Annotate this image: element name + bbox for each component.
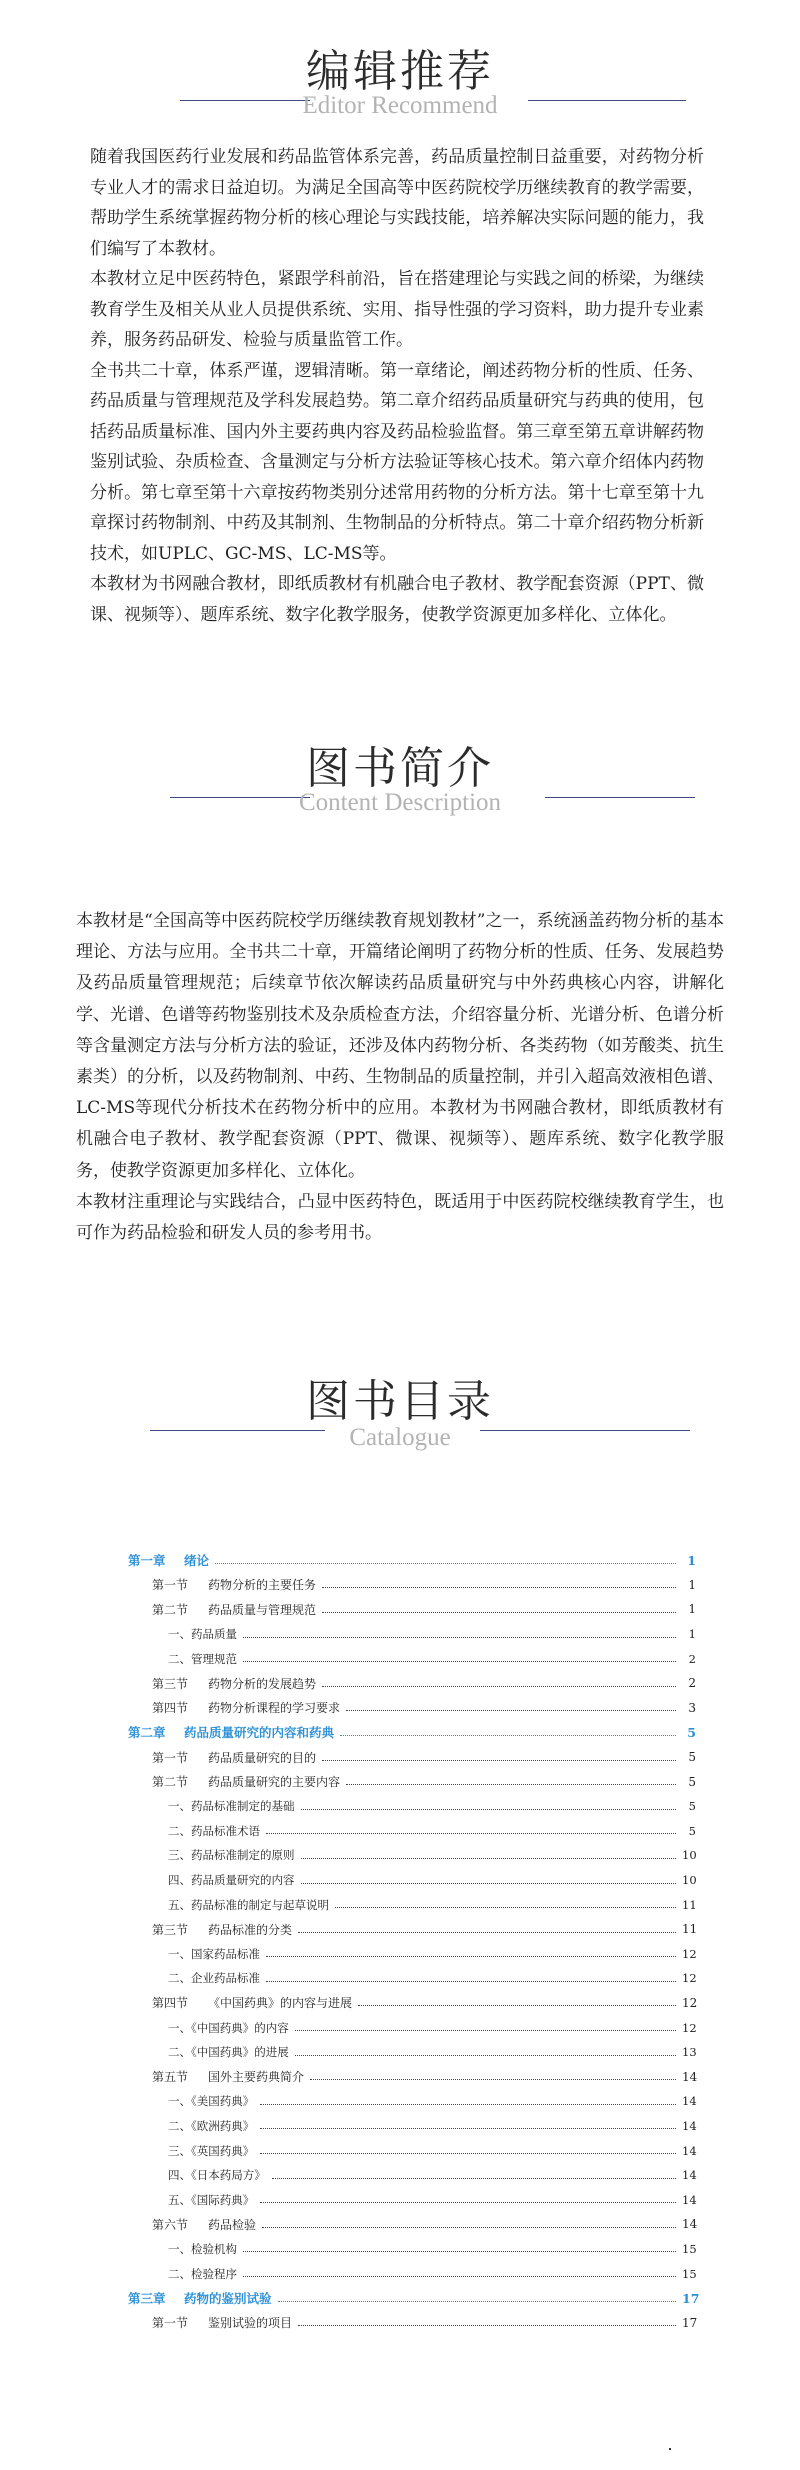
toc-item-row [128,2040,696,2065]
toc-item-row [128,1942,696,1967]
toc-title: 四、药品质量研究的内容 [168,1873,295,1888]
toc-item-row [128,1843,696,1868]
toc-title: 药品质量研究的主要内容 [208,1775,341,1790]
page-dot [669,2448,671,2450]
table-of-contents [128,1548,700,2335]
toc-number: 第一节 [152,1750,189,1765]
toc-item-row [128,1892,696,1917]
toc-page-number: 5 [688,1799,696,1814]
toc-page-number: 5 [688,1774,696,1789]
toc-leader-dots [262,2227,676,2228]
toc-leader-dots [260,2202,676,2203]
toc-page-number: 12 [682,1995,698,2010]
toc-leader-dots [358,2005,676,2006]
toc-section-row [128,2212,696,2237]
toc-leader-dots [260,2128,676,2129]
toc-leader-dots [266,1956,676,1957]
toc-leader-dots [346,1784,676,1785]
toc-page-number: 14 [682,2118,697,2133]
toc-leader-dots [243,2251,676,2252]
toc-leader-dots [278,2301,676,2302]
toc-title: 药物的鉴别试验 [184,2291,272,2307]
toc-title: 绪论 [184,1553,210,1569]
toc-title: 二、《中国药典》的进展 [168,2045,289,2060]
toc-leader-dots [243,1637,676,1638]
toc-title: 药品质量研究的内容和药典 [184,1725,335,1741]
toc-section-row [128,1671,696,1696]
toc-leader-dots [243,1661,676,1662]
toc-number: 第二章 [128,1725,166,1741]
toc-title: 《中国药典》的内容与进展 [208,1996,353,2011]
description-paragraph-2: 本教材注重理论与实践结合，凸显中医药特色，既适用于中医药院校继续教育学生，也可作为药品检验和研发人员的参考用书。 [76,1191,724,1244]
recommend-paragraph-2: 本教材立足中医药特色，紧跟学科前沿，旨在搭建理论与实践之间的桥梁，为继续教育学生及相关从业人员提供系统、实用、指导性强的学习资料，助力提升专业素养，服务药品研发、检验与质量监管工作。 [90,269,704,350]
toc-page-number: 1 [688,1577,696,1592]
toc-title: 一、《美国药典》 [168,2094,255,2109]
toc-leader-dots [266,1981,676,1982]
toc-title: 二、《欧洲药典》 [168,2118,255,2133]
toc-page-number: 2 [688,1651,696,1666]
recommend-paragraph-1: 随着我国医药行业发展和药品监管体系完善，药品质量控制日益重要，对药物分析专业人才的需求日益迫切。为满足全国高等中医药院校学历继续教育的教学需要，帮助学生系统掌握药物分析的核心理论与实践技能，培养解决实际问题的能力，我们编写了本教材。 [90,147,704,259]
description-title: 图书简介 [306,743,494,794]
toc-chapter-row [128,1548,696,1573]
toc-section-row [128,1745,696,1770]
toc-title: 药品标准的分类 [208,1922,293,1937]
toc-title: 一、药品质量 [168,1627,237,1642]
toc-title: 二、企业药品标准 [168,1971,260,1986]
toc-number: 第一章 [128,1553,166,1569]
toc-item-row [128,2187,696,2212]
toc-title: 鉴别试验的项目 [208,2316,293,2331]
toc-leader-dots [322,1760,676,1761]
toc-number: 第三章 [128,2291,166,2307]
toc-page-number: 11 [682,1922,698,1937]
toc-section-row [128,1769,696,1794]
description-subtitle: Content Description [298,789,502,816]
toc-number: 第四节 [152,1701,189,1716]
recommend-body [90,142,704,630]
toc-title: 四、《日本药局方》 [168,2168,266,2183]
toc-item-row [128,1794,696,1819]
toc-page-number: 5 [688,1823,696,1838]
catalogue-title: 图书目录 [306,1376,494,1427]
toc-section-row [128,2310,696,2335]
catalogue-header [0,1368,800,1478]
toc-item-row [128,1819,696,1844]
toc-number: 第五节 [152,2070,189,2085]
description-header [0,735,800,845]
toc-page-number: 12 [682,2020,697,2035]
toc-chapter-row [128,1720,696,1745]
recommend-header [0,40,800,150]
toc-title: 药物分析的发展趋势 [208,1676,317,1691]
toc-page-number: 10 [682,1848,697,1863]
toc-item-row [128,2261,696,2286]
toc-item-row [128,1622,696,1647]
toc-title: 一、药品标准制定的基础 [168,1799,295,1814]
toc-section-row [128,1696,696,1721]
toc-item-row [128,2138,696,2163]
toc-page-number: 14 [682,2094,697,2109]
toc-leader-dots [340,1735,676,1736]
toc-leader-dots [322,1587,676,1588]
toc-title: 二、检验程序 [168,2266,237,2281]
toc-section-row [128,2064,696,2089]
toc-title: 一、国家药品标准 [168,1946,260,1961]
toc-number: 第三节 [152,1676,189,1691]
toc-number: 第二节 [152,1775,189,1790]
toc-page-number: 2 [688,1676,696,1691]
description-body [76,906,724,1249]
toc-item-row [128,2089,696,2114]
toc-leader-dots [310,2079,676,2080]
toc-page-number: 15 [682,2266,697,2281]
toc-page-number: 14 [682,2069,698,2084]
toc-leader-dots [215,1563,676,1564]
toc-leader-dots [298,1932,676,1933]
toc-leader-dots [266,1833,676,1834]
toc-item-row [128,2015,696,2040]
toc-leader-dots [322,1612,676,1613]
toc-title: 药品质量研究的目的 [208,1750,317,1765]
toc-page-number: 13 [682,2045,697,2060]
toc-page-number: 17 [682,2315,698,2330]
description-paragraph-1: 本教材是“全国高等中医药院校学历继续教育规划教材”之一，系统涵盖药物分析的基本理论、方法与应用。全书共二十章，开篇绪论阐明了药物分析的性质、任务、发展趋势及药品质量管理规范；后续章节依次解读药品质量研究与中外药典核心内容，讲解化学、光谱、色谱等药物鉴别技术及杂质检查方法，介绍容量分析、光谱分析、色谱分析等含量测定方法与分析方法的验证，还涉及体内药物分析、各类药物（如芳酸类、抗生素类）的分析，以及药物制剂、中药、生物制品的质量控制，并引入超高效液相色谱、LC-MS等现代分析技术在药物分析中的应用。本教材为书网融合教材，即纸质教材有机融合电子教材、教学配套资源（PPT、微课、视频等）、题库系统、数字化教学服务，使教学资源更加多样化、立体化。 [76,911,724,1181]
toc-item-row [128,1966,696,1991]
toc-page-number: 12 [682,1946,697,1961]
toc-item-row [128,1646,696,1671]
toc-title: 三、药品标准制定的原则 [168,1848,295,1863]
recommend-paragraph-4: 本教材为书网融合教材，即纸质教材有机融合电子教材、教学配套资源（PPT、微课、视频等）、题库系统、数字化教学服务，使教学资源更加多样化、立体化。 [90,574,704,625]
toc-title: 二、药品标准术语 [168,1823,260,1838]
toc-item-row [128,2163,696,2188]
recommend-paragraph-3: 全书共二十章，体系严谨，逻辑清晰。第一章绪论，阐述药物分析的性质、任务、药品质量与管理规范及学科发展趋势。第二章介绍药品质量研究与药典的使用，包括药品质量标准、国内外主要药典内容及药品检验监督。第三章至第五章讲解药物鉴别试验、杂质检查、含量测定与分析方法验证等核心技术。第六章介绍体内药物分析。第七章至第十六章按药物类别分述常用药物的分析方法。第十七章至第十九章探讨药物制剂、中药及其制剂、生物制品的分析特点。第二十章介绍药物分析新技术，如UPLC、GC-MS、LC-MS等。 [90,360,704,564]
toc-leader-dots [295,2055,676,2056]
toc-leader-dots [335,1907,676,1908]
toc-number: 第一节 [152,1578,189,1593]
toc-chapter-row [128,2286,700,2311]
toc-page-number: 11 [682,1897,697,1912]
recommend-title: 编辑推荐 [306,46,494,97]
toc-page-number: 3 [688,1700,696,1715]
toc-title: 药品检验 [208,2217,257,2232]
toc-title: 药物分析的主要任务 [208,1578,317,1593]
toc-leader-dots [298,2325,676,2326]
toc-section-row [128,1573,696,1598]
toc-page-number: 14 [682,2217,698,2232]
toc-number: 第三节 [152,1922,189,1937]
toc-leader-dots [301,1883,677,1884]
toc-page-number: 10 [682,1873,697,1888]
toc-section-row [128,1991,696,2016]
toc-number: 第四节 [152,1996,189,2011]
toc-leader-dots [322,1686,676,1687]
toc-title: 三、《英国药典》 [168,2143,255,2158]
toc-leader-dots [346,1710,676,1711]
toc-page-number: 17 [682,2290,700,2306]
toc-page-number: 5 [687,1724,696,1740]
toc-page-number: 12 [682,1971,697,1986]
toc-page-number: 1 [688,1602,696,1617]
toc-item-row [128,2114,696,2139]
toc-leader-dots [243,2276,676,2277]
toc-title: 一、检验机构 [168,2241,237,2256]
toc-page-number: 1 [687,1552,696,1568]
toc-leader-dots [295,2030,676,2031]
toc-leader-dots [301,1809,677,1810]
toc-item-row [128,2237,696,2262]
toc-title: 国外主要药典简介 [208,2070,305,2085]
toc-section-row [128,1597,696,1622]
toc-title: 五、药品标准的制定与起草说明 [168,1897,329,1912]
toc-page-number: 14 [682,2192,697,2207]
toc-leader-dots [260,2104,676,2105]
toc-number: 第二节 [152,1602,189,1617]
toc-number: 第六节 [152,2217,189,2232]
toc-title: 一、《中国药典》的内容 [168,2020,289,2035]
toc-title: 二、管理规范 [168,1651,237,1666]
toc-title: 药品质量与管理规范 [208,1602,317,1617]
toc-title: 五、《国际药典》 [168,2192,255,2207]
toc-page-number: 14 [682,2143,697,2158]
recommend-subtitle: Editor Recommend [302,92,498,119]
catalogue-subtitle: Catalogue [349,1424,451,1451]
toc-item-row [128,1868,696,1893]
toc-leader-dots [260,2153,676,2154]
toc-leader-dots [301,1858,677,1859]
toc-section-row [128,1917,696,1942]
toc-title: 药物分析课程的学习要求 [208,1701,341,1716]
toc-page-number: 5 [688,1750,696,1765]
toc-page-number: 1 [688,1627,696,1642]
toc-leader-dots [272,2178,676,2179]
toc-number: 第一节 [152,2316,189,2331]
toc-page-number: 15 [682,2241,697,2256]
toc-page-number: 14 [682,2168,697,2183]
